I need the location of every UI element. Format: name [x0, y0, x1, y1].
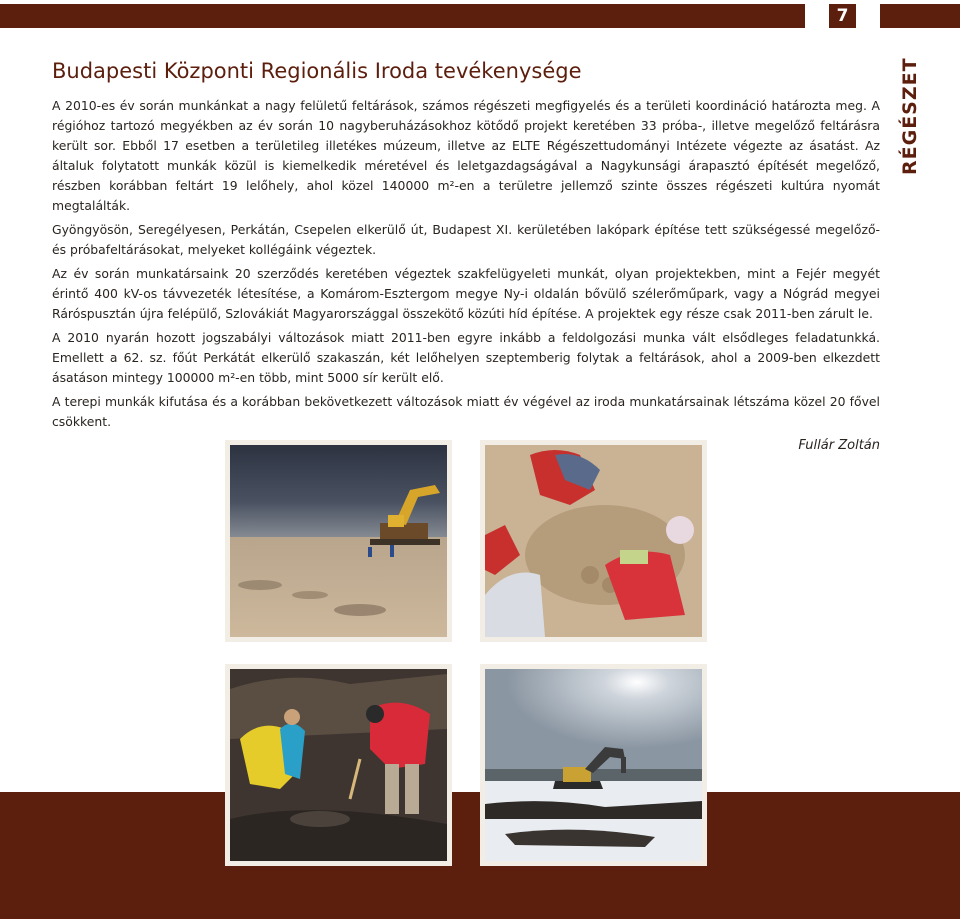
excavation-site-excavator-photo — [225, 440, 452, 642]
archaeologists-in-trench-photo — [225, 664, 452, 866]
excavation-workers-digging-image — [485, 445, 702, 637]
excavation-site-excavator-image — [230, 445, 447, 637]
page-number: 7 — [829, 4, 856, 28]
article-paragraph: A 2010-es év során munkánkat a nagy felületű feltárások, számos régészeti megfigyelés és a területi koordináció határozta meg. A régióhoz tartozó megyékben az év során 10 nagyberuházásokhoz kötődő projekt keretében 33 próba-, illetve megelőző feltárásra került sor. Ebből 17 esetben a területileg illetékes múzeum, illetve az ELTE Régészettudományi Intézete végezte az ásatást. Az általuk folytatott munkák közül is kiemelkedik méretével és leletgazdagságával a Nagykunsági árapasztó építését megelőző, részben korábban feltárt 19 lelőhely, ahol közel 140000 m²-en a területre jellemző szinte összes régészeti kultúra nyomát megtalálták. — [52, 98, 880, 213]
section-label: RÉGÉSZET — [899, 57, 921, 175]
header-bar-left — [0, 4, 805, 28]
article-paragraph: Gyöngyösön, Seregélyesen, Perkátán, Csepelen elkerülő út, Budapest XI. kerületében lakópark építése tett szükségessé megelőző- és próbafeltárásokat, melyeket kollégáink végeztek. — [52, 222, 880, 257]
archaeologists-in-trench-image — [230, 669, 447, 861]
article-paragraph: Az év során munkatársaink 20 szerződés keretében végeztek szakfelügyeleti munkát, olyan projektekben, mint a Fejér megyét érintő 400 kV-os távvezeték létesítése, a Komárom-Esztergom megye Ny-i oldalán bővülő szélerőműpark, vagy a Nógrád megyei Ráróspusztán újra felépülő, Szlovákiát Magyarországgal összekötő közúti híd építése. A projektek egy része csak 2011-ben zárult le. — [52, 266, 880, 321]
header-bar-right — [880, 4, 960, 28]
article-title: Budapesti Központi Regionális Iroda tevékenysége — [52, 59, 582, 83]
article-paragraph: A 2010 nyarán hozott jogszabályi változások miatt 2011-ben egyre inkább a feldolgozási munka vált elsődleges feladatunkká. Emellett a 62. sz. főút Perkátát elkerülő szakaszán, két lelőhelyen szeptemberig folytak a feltárások, ahol a 2009-ben elkezdett ásatáson mintegy 100000 m²-en több, mint 5000 sír került elő. — [52, 330, 880, 385]
winter-excavator-field-photo — [480, 664, 707, 866]
article-paragraph: A terepi munkák kifutása és a korábban bekövetkezett változások miatt év végével az iroda munkatársainak létszáma közel 20 fővel csökkent. — [52, 394, 880, 429]
article — [52, 56, 880, 456]
excavation-workers-digging-photo — [480, 440, 707, 642]
article-author: Fullár Zoltán — [798, 438, 880, 453]
winter-excavator-field-image — [485, 669, 702, 861]
